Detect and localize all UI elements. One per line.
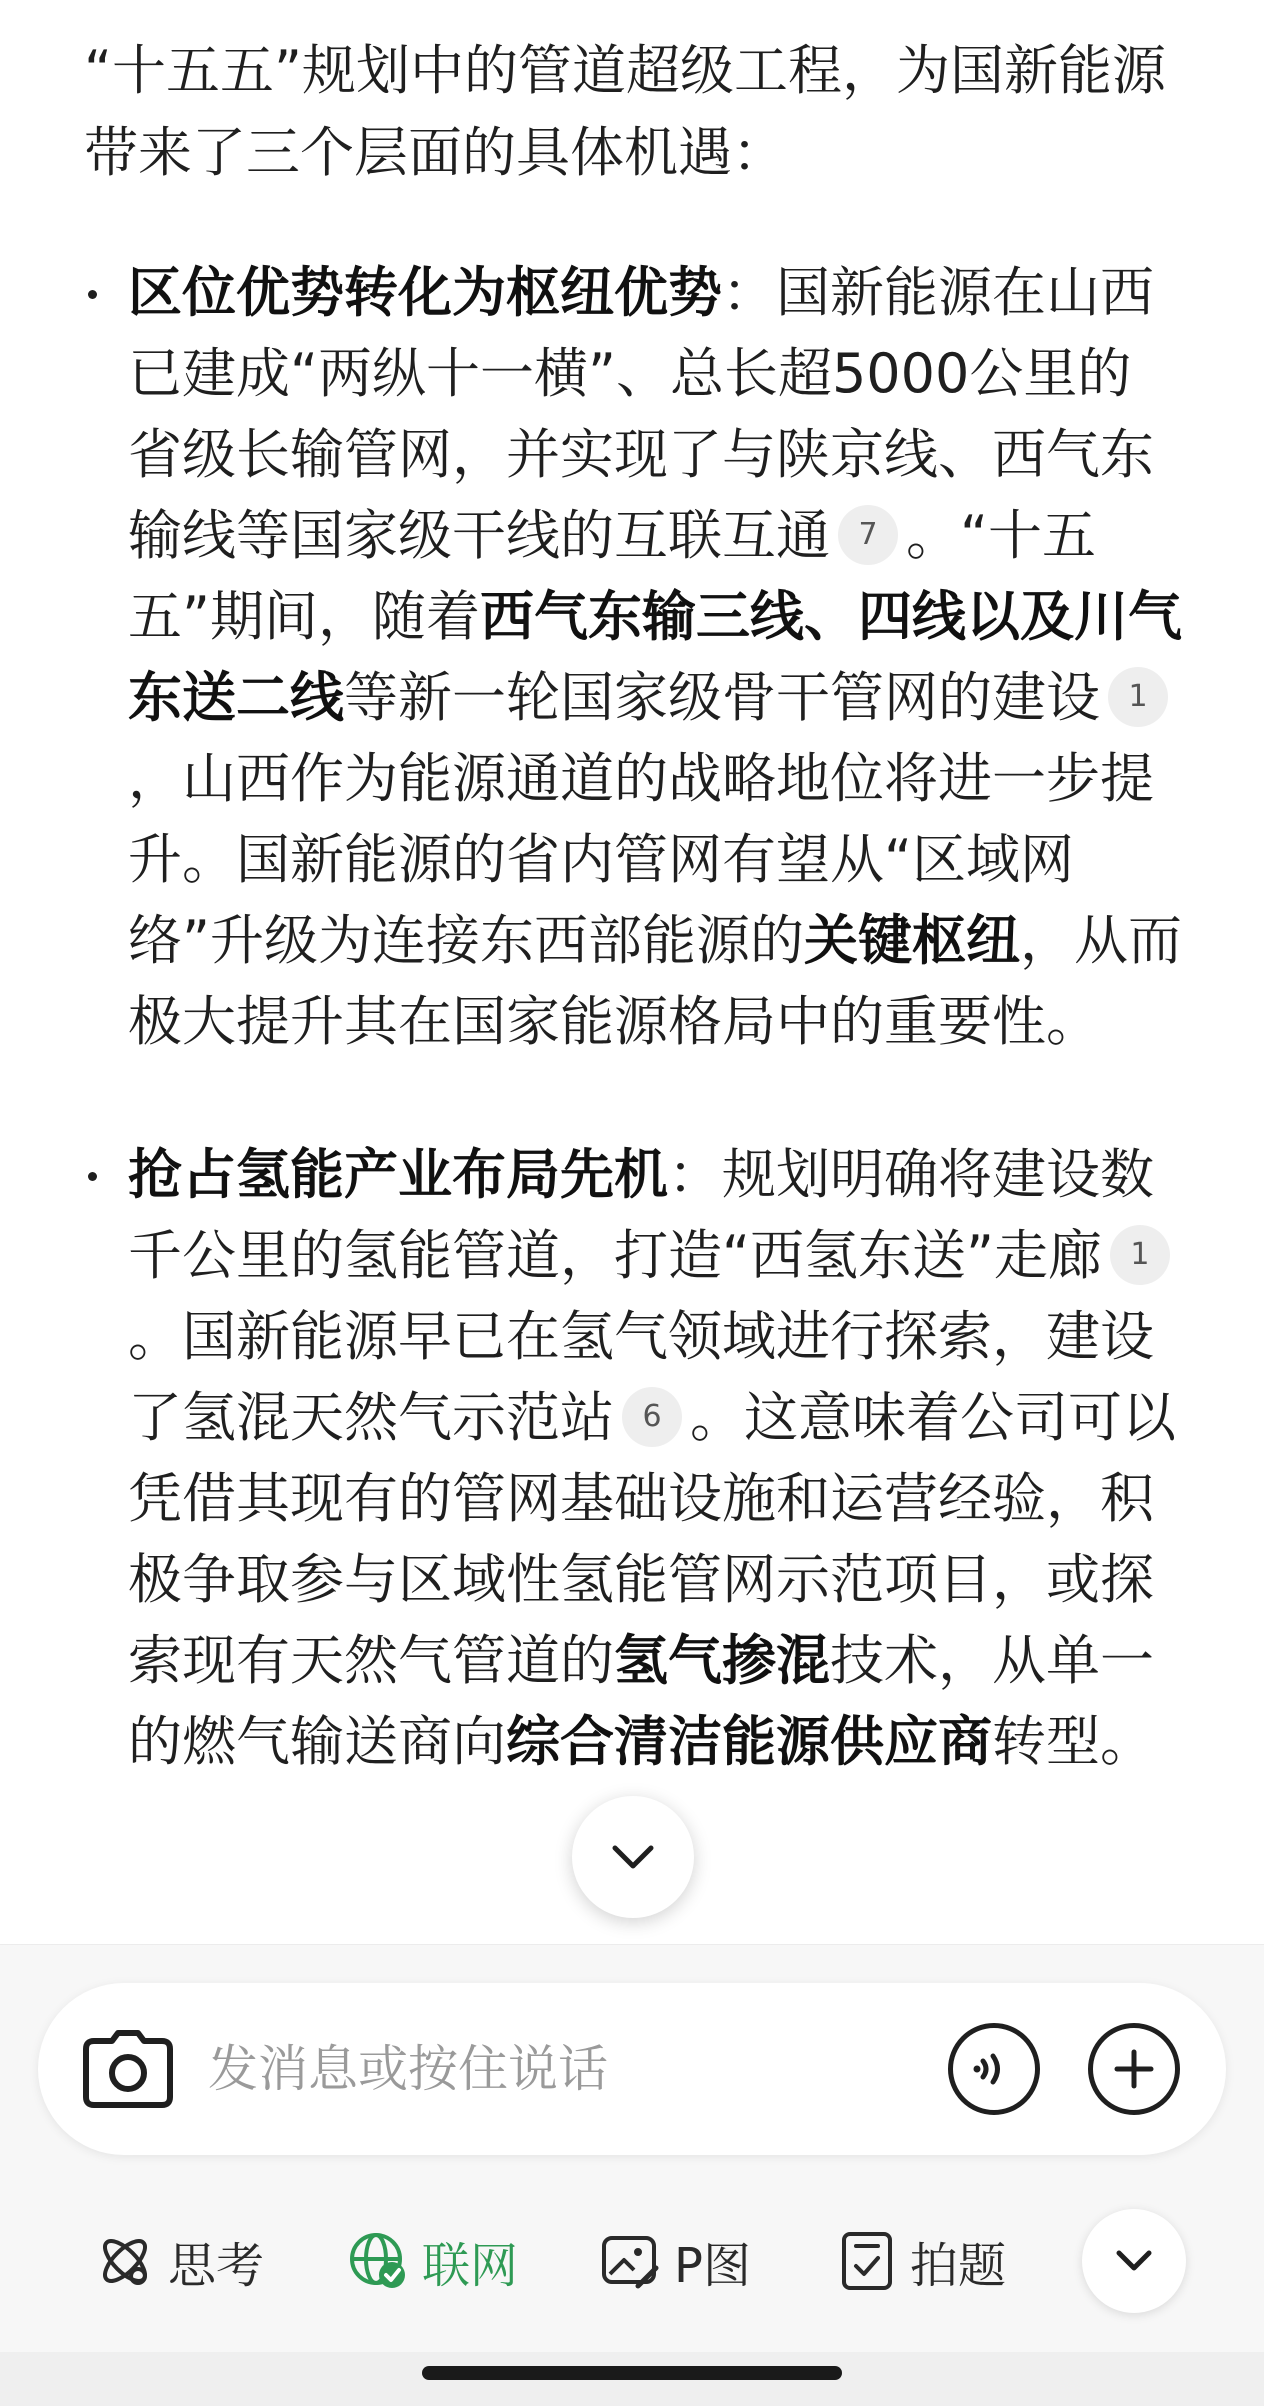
bullet-text: 。“十五五”期间，随着 — [128, 504, 1096, 648]
bullet-text: 国新能源在山西已建成“两纵十一横”、总长超5000公里的省级长输管网，并实现了与陕京线、西气东输线等国家级干线的互联互通 — [128, 261, 1154, 567]
voice-call-button[interactable] — [948, 2023, 1040, 2115]
web-search-button[interactable] — [346, 2225, 518, 2297]
composer-area — [0, 1944, 1264, 2406]
bullet-item-hydrogen — [84, 1134, 1184, 1782]
bullet-text: 。国新能源早已在氢气领域进行探索，建设了氢混天然气示范站 — [128, 1305, 1154, 1449]
web-search-label: 联网 — [422, 2237, 519, 2294]
bullet-text: ，从而极大提升其在国家能源格局中的重要性。 — [128, 909, 1182, 1053]
home-indicator[interactable] — [422, 2366, 842, 2380]
bullet-bold-text: 西气东输三线、四线以及川气东送二线 — [128, 585, 1182, 729]
bullet-bold-text: 氢气掺混 — [614, 1629, 830, 1692]
bullet-title: 区位优势转化为枢纽优势 — [128, 261, 722, 324]
message-content — [84, 30, 1184, 1854]
feature-toolbar — [0, 2205, 1264, 2317]
voice-call-icon — [969, 2044, 1019, 2094]
bullet-bold-text: 关键枢纽 — [803, 909, 1020, 972]
image-edit-label: P图 — [674, 2237, 751, 2294]
bullet-text: 技术，从单一的燃气输送商向 — [128, 1629, 1154, 1773]
photo-question-label: 拍题 — [910, 2237, 1007, 2294]
camera-button[interactable] — [82, 2023, 174, 2115]
bullet-bold-text: 综合清洁能源供应商 — [506, 1710, 992, 1773]
add-attachment-button[interactable] — [1088, 2023, 1180, 2115]
message-input-bar[interactable] — [38, 1983, 1226, 2155]
bullet-separator: ： — [722, 261, 776, 324]
bullet-text: 。这意味着公司可以凭借其现有的管网基础设施和运营经验，积极争取参与区域性氢能管网示范项目，或探索现有天然气管道的 — [128, 1386, 1176, 1692]
citation-badge[interactable]: 7 — [838, 505, 898, 565]
chevron-down-icon — [609, 1842, 657, 1872]
message-input-placeholder[interactable]: 发消息或按住说话 — [208, 2040, 608, 2098]
citation-badge[interactable]: 6 — [622, 1387, 682, 1447]
image-edit-button[interactable] — [600, 2225, 751, 2297]
image-edit-icon — [600, 2230, 662, 2292]
bullet-item-hub — [84, 252, 1184, 1062]
bullet-separator: ： — [668, 1143, 722, 1206]
plus-icon — [1111, 2046, 1157, 2092]
intro-paragraph: “十五五”规划中的管道超级工程，为国新能源带来了三个层面的具体机遇： — [84, 39, 1166, 184]
chevron-down-icon — [1114, 2248, 1154, 2274]
expand-toolbar-button[interactable] — [1082, 2209, 1186, 2313]
bullet-title: 抢占氢能产业布局先机 — [128, 1143, 668, 1206]
citation-badge[interactable]: 1 — [1108, 667, 1168, 727]
citation-badge[interactable]: 1 — [1110, 1225, 1170, 1285]
photo-question-button[interactable] — [838, 2225, 1006, 2297]
camera-icon — [82, 2029, 174, 2109]
scroll-to-bottom-button[interactable] — [572, 1796, 694, 1918]
bullet-text: ，山西作为能源通道的战略地位将进一步提升。国新能源的省内管网有望从“区域网络”升级为连接东西部能源的 — [128, 747, 1154, 972]
bullet-text: 规划明确将建设数千公里的氢能管道，打造“西氢东送”走廊 — [128, 1143, 1154, 1287]
doc-check-icon — [838, 2230, 898, 2292]
think-mode-button[interactable] — [94, 2225, 264, 2297]
bullet-text: 等新一轮国家级骨干管网的建设 — [344, 666, 1100, 729]
think-mode-label: 思考 — [168, 2237, 265, 2294]
atom-icon — [94, 2230, 156, 2292]
bullet-text: 转型。 — [992, 1710, 1154, 1773]
globe-check-icon — [346, 2229, 410, 2293]
